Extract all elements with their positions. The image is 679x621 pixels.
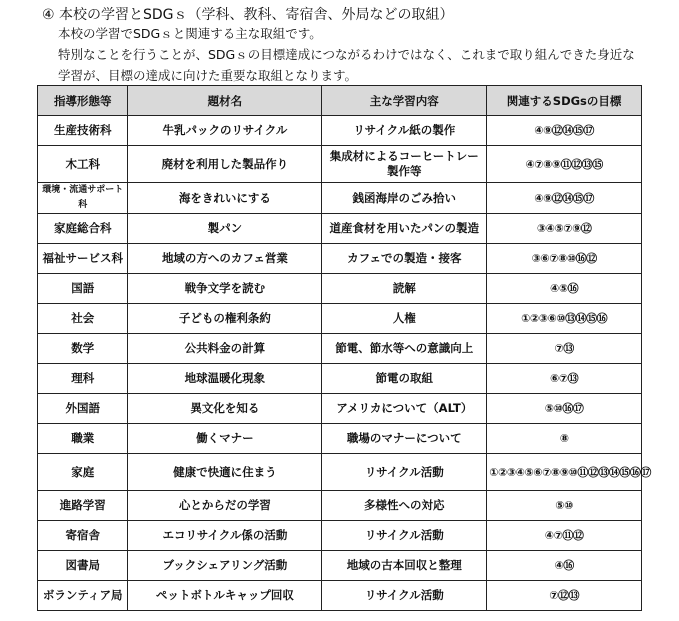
cell-format: 寄宿舎 <box>38 521 128 551</box>
cell-content: カフェでの製造・接客 <box>322 244 487 274</box>
cell-topic: 海をきれいにする <box>128 183 322 214</box>
cell-format: 外国語 <box>38 394 128 424</box>
cell-content: リサイクル紙の製作 <box>322 116 487 146</box>
cell-content: 地域の古本回収と整理 <box>322 551 487 581</box>
cell-goals: ③⑥⑦⑧⑩⑯⑫ <box>487 244 642 274</box>
cell-content: アメリカについて（ALT） <box>322 394 487 424</box>
column-header: 題材名 <box>128 86 322 116</box>
cell-topic: 健康で快適に住まう <box>128 454 322 491</box>
cell-format: 職業 <box>38 424 128 454</box>
cell-content: 銭函海岸のごみ拾い <box>322 183 487 214</box>
column-header: 関連するSDGsの目標 <box>487 86 642 116</box>
intro-line: 特別なことを行うことが、SDGｓの目標達成につながるわけではなく、これまで取り組んできた身近な <box>58 47 635 62</box>
table-row <box>38 304 642 334</box>
cell-goals: ④⑯ <box>487 551 642 581</box>
cell-goals: ⑦⑬ <box>487 334 642 364</box>
cell-content: 道産食材を用いたパンの製造 <box>322 214 487 244</box>
section-heading: ④ 本校の学習とSDGｓ（学科、教科、寄宿舎、外局などの取組） <box>42 7 454 23</box>
cell-topic: 地域の方へのカフェ営業 <box>128 244 322 274</box>
cell-content: 読解 <box>322 274 487 304</box>
cell-goals: ④⑦⑪⑫ <box>487 521 642 551</box>
cell-content: 集成材によるコーヒートレー製作等 <box>322 146 487 183</box>
cell-goals: ①②③④⑤⑥⑦⑧⑨⑩⑪⑫⑬⑭⑮⑯⑰ <box>487 454 642 491</box>
cell-goals: ⑦⑫⑬ <box>487 581 642 611</box>
cell-content: リサイクル活動 <box>322 454 487 491</box>
cell-topic: 異文化を知る <box>128 394 322 424</box>
cell-topic: ブックシェアリング活動 <box>128 551 322 581</box>
cell-goals: ①②③⑥⑩⑬⑭⑮⑯ <box>487 304 642 334</box>
table-row <box>38 334 642 364</box>
table-row <box>38 183 642 214</box>
cell-goals: ⑧ <box>487 424 642 454</box>
column-header: 主な学習内容 <box>322 86 487 116</box>
table-row <box>38 116 642 146</box>
table-row <box>38 521 642 551</box>
cell-content: 節電、節水等への意識向上 <box>322 334 487 364</box>
cell-topic: 心とからだの学習 <box>128 491 322 521</box>
cell-goals: ③④⑤⑦⑨⑫ <box>487 214 642 244</box>
cell-topic: 牛乳パックのリサイクル <box>128 116 322 146</box>
cell-topic: 戦争文学を読む <box>128 274 322 304</box>
cell-format: 家庭 <box>38 454 128 491</box>
cell-format: ボランティア局 <box>38 581 128 611</box>
cell-topic: 公共料金の計算 <box>128 334 322 364</box>
table-row <box>38 424 642 454</box>
cell-content: 節電の取組 <box>322 364 487 394</box>
cell-content: 職場のマナーについて <box>322 424 487 454</box>
cell-goals: ④⑨⑫⑭⑮⑰ <box>487 116 642 146</box>
sdgs-table <box>37 85 651 611</box>
cell-topic: 地球温暖化現象 <box>128 364 322 394</box>
column-header: 指導形態等 <box>38 86 128 116</box>
cell-format: 環境・流通サポート科 <box>38 183 128 214</box>
cell-format: 理科 <box>38 364 128 394</box>
cell-goals: ④⑦⑧⑨⑪⑫⑬⑮ <box>487 146 642 183</box>
cell-content: リサイクル活動 <box>322 581 487 611</box>
intro-line: 本校の学習でSDGｓと関連する主な取組です。 <box>58 26 322 41</box>
intro-line: 学習が、目標の達成に向けた重要な取組となります。 <box>58 68 358 83</box>
table-row <box>38 364 642 394</box>
cell-topic: ペットボトルキャップ回収 <box>128 581 322 611</box>
table-row <box>38 244 642 274</box>
cell-format: 社会 <box>38 304 128 334</box>
cell-format: 家庭総合科 <box>38 214 128 244</box>
cell-format: 生産技術科 <box>38 116 128 146</box>
table-row <box>38 274 642 304</box>
cell-format: 木工科 <box>38 146 128 183</box>
cell-content: 人権 <box>322 304 487 334</box>
table-row <box>38 551 642 581</box>
table-row <box>38 394 642 424</box>
cell-topic: 子どもの権利条約 <box>128 304 322 334</box>
cell-format: 数学 <box>38 334 128 364</box>
cell-format: 国語 <box>38 274 128 304</box>
cell-format: 福祉サービス科 <box>38 244 128 274</box>
cell-format: 進路学習 <box>38 491 128 521</box>
cell-topic: 製パン <box>128 214 322 244</box>
cell-goals: ⑤⑩⑯⑰ <box>487 394 642 424</box>
cell-format: 図書局 <box>38 551 128 581</box>
cell-goals: ⑤⑩ <box>487 491 642 521</box>
table-row <box>38 581 642 611</box>
table-row <box>38 146 642 183</box>
cell-topic: エコリサイクル係の活動 <box>128 521 322 551</box>
cell-goals: ⑥⑦⑬ <box>487 364 642 394</box>
cell-goals: ④⑨⑫⑭⑮⑰ <box>487 183 642 214</box>
cell-content: リサイクル活動 <box>322 521 487 551</box>
table-row <box>38 454 642 491</box>
cell-topic: 廃材を利用した製品作り <box>128 146 322 183</box>
cell-topic: 働くマナー <box>128 424 322 454</box>
cell-goals: ④⑤⑯ <box>487 274 642 304</box>
table-header-row <box>38 86 642 116</box>
table-row <box>38 491 642 521</box>
table-row <box>38 214 642 244</box>
cell-content: 多様性への対応 <box>322 491 487 521</box>
